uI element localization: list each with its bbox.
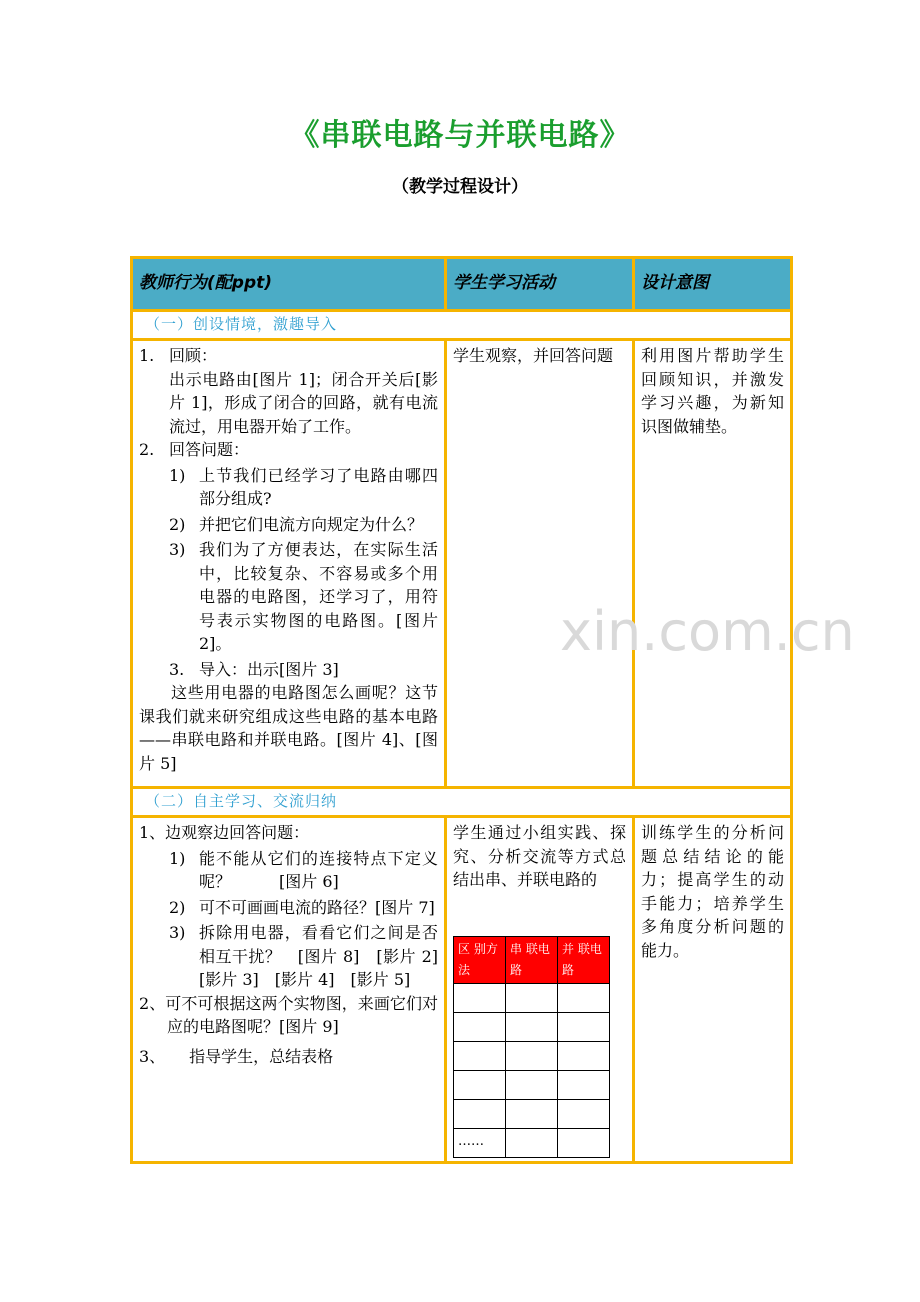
header-intent: 设计意图 [634,258,792,311]
ellipsis-cell: …… [454,1128,506,1157]
table-row [132,340,792,788]
page-subtitle: （教学过程设计） [392,177,528,197]
section-1-student-cell: 学生观察，并回答问题 [446,340,634,788]
table-row [132,817,792,1163]
lesson-plan-table [130,256,793,1164]
list-item: 1、边观察边回答问题： [139,823,310,842]
list-item: 1) 上节我们已经学习了电路由哪四部分组成? [169,465,438,508]
list-item: 2、可不可根据这两个实物图，来画它们对应的电路图呢？[图片 9] [139,993,438,1036]
section-2-student-cell [446,817,634,1163]
section-1-heading: （一）创设情境，激趣导入 [132,311,792,340]
section-2-teacher-cell [132,817,455,1163]
summary-header-method: 区 别方法 [454,936,506,983]
summary-header-parallel: 并 联电路 [558,936,610,983]
table-header-row [132,258,792,311]
list-item: 3) 我们为了方便表达，在实际生活中，比较复杂、不容易或多个用电器的电路图，还学习了，用符号表示实物图的电路图。[图片 2]。 [169,540,438,653]
summary-table-header [454,936,610,983]
list-item: 3. 导入：出示[图片 3] [169,659,339,679]
table-row [454,1128,610,1157]
list-item: 2) 可不可画画电流的路径？[图片 7] [169,897,435,917]
watermark: xin.com.cn [560,600,855,663]
list-item: 1. 回顾： [139,346,218,365]
header-student: 学生学习活动 [446,258,634,311]
closing-paragraph: 这些用电器的电路图怎么画呢？这节课我们就来研究组成这些电路的基本电路——串联电路和并联电路。[图片 4]、[图片 5] [139,683,438,773]
table-row [454,983,610,1012]
list-item: 3) 拆除用电器，看看它们之间是否相互干扰？ [图片 8] [影片 2] [影片 3] [影片 4] [影片 5] [169,923,455,989]
header-teacher: 教师行为(配ppt) [132,258,446,311]
summary-table [453,936,610,1158]
section-heading-row [132,311,792,340]
list-item: 3、 指导学生，总结表格 [139,1046,334,1066]
list-item-text: 出示电路由[图片 1]；闭合开关后[影片 1]，形成了闭合的回路，就有电流流过，用电器开始了工作。 [169,369,438,436]
student-activity-text: 学生通过小组实践、探究、分析交流等方式总结出串、并联电路的 [453,823,626,889]
table-row [454,1041,610,1070]
table-row [454,1012,610,1041]
section-1-teacher-cell [132,340,446,788]
page-title: 《串联电路与并联电路》 [289,118,631,153]
section-1-intent-cell: 利用图片帮助学生回顾知识，并激发学习兴趣，为新知识图做辅垫。 [634,340,792,788]
summary-header-series: 串 联电路 [506,936,558,983]
table-row [454,1099,610,1128]
list-item: 1) 能不能从它们的连接特点下定义呢？ [图片 6] [169,848,438,891]
section-2-heading: （二）自主学习、交流归纳 [132,788,792,817]
list-item: 2) 并把它们电流方向规定为什么？ [169,514,424,534]
table-row [454,1070,610,1099]
section-heading-row [132,788,792,817]
list-item: 2. 回答问题： [139,440,250,459]
section-2-intent-cell: 训练学生的分析问题总结结论的能力；提高学生的动手能力；培养学生多角度分析问题的能力。 [634,817,792,1163]
